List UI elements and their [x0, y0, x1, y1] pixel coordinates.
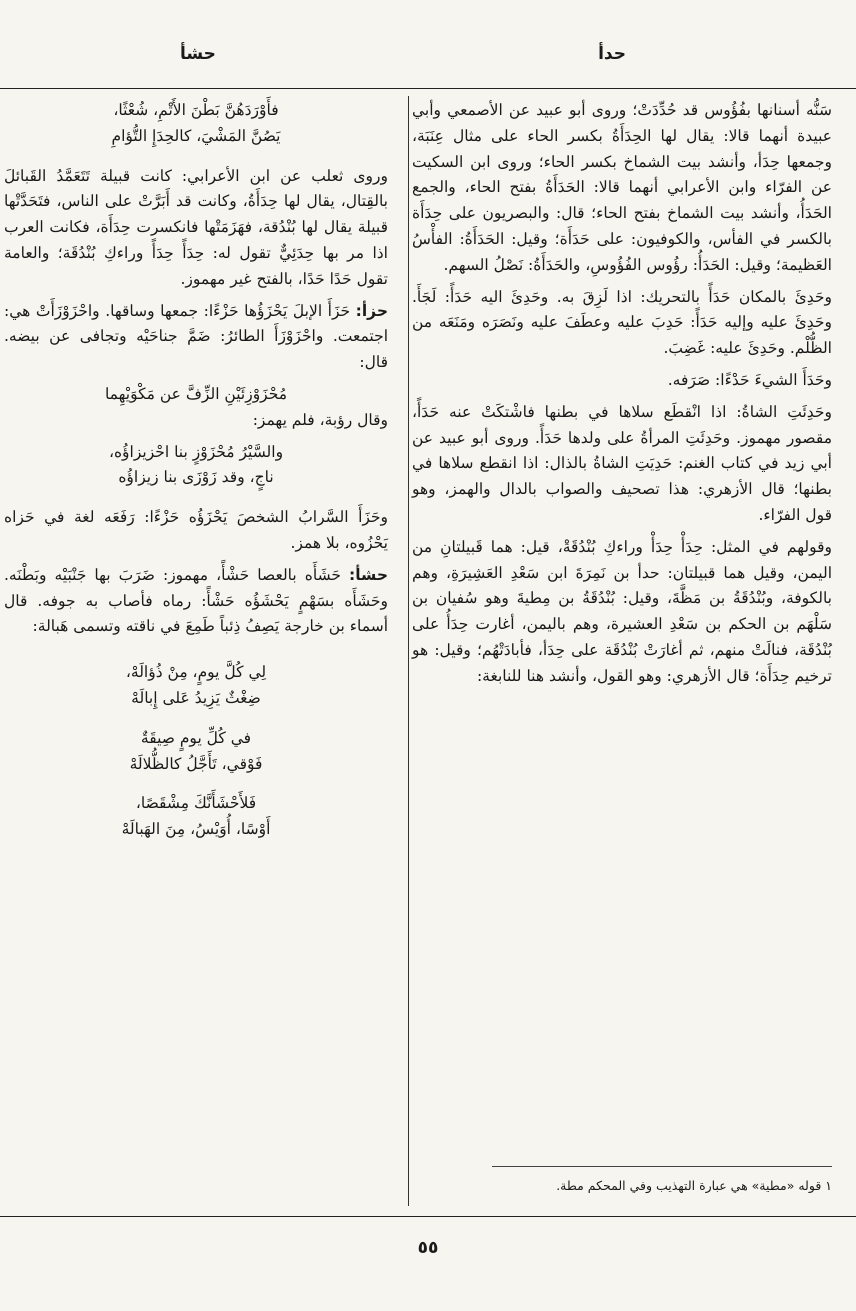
paragraph: وحَزَأَ السَّرابُ الشخصَ يَحْزَؤُه حَزْءًا: رَفَعَه لغة في حَزاه يَحْزُوه، بلا همز.	[4, 508, 388, 552]
paragraph: سَنُّه أسنانها بفُؤُوس قد حُدِّدَتْ؛ وروى أبو عبيد عن الأصمعي وأبي عبيدة أنهما قالا: يقال لها الحِدَأَةُ بكسر الحاء على مثال عِنَبَة، وجمعها حِدَأ، وأنشد بيت الشماخ بكسر الحاء؛ وروى ابن السكيت عن الفرّاء وابن الأعرابي أنهما قالا: الحَدَأَةُ بفتح الحاء، والجمع الحَدَأُ، وأنشد بيت الشماخ بفتح الحاء؛ قال: والبصريون على حِدَأَة بالكسر في الفأس، والكوفيون: على حَدَأَة؛ وقيل: الحَدَأَةُ: الفأْسُ العَظيمة؛ وقيل: الحَدَأُ: رؤُوس الفُؤُوسِ، والحَدَأَةُ: نَصْلُ السهم.	[412, 101, 832, 274]
verse-line: لِي كُلَّ يومٍ، مِنْ ذُؤالَهْ،	[125, 663, 267, 682]
paragraph: وحَدِئَ بالمكان حَدَأً بالتحريك: اذا لَزِقَ به. وحَدِئَ اليه حَدَأً: لَجَأَ. وحَدِئَ عليه وإليه حَدَأً: حَدِبَ عليه وعطَفَ عليه ونَصَرَه ومَنَعَه من الظُّلْم. وحَدِئَ عليه: غَضِبَ.	[412, 287, 832, 358]
header-rule	[0, 88, 856, 89]
left-running-head: حشأ	[180, 44, 216, 64]
verse-line: يَصُنَّ المَشْيَ، كالحِدَإِ التُّؤامِ	[111, 126, 281, 145]
entry-text: حَشَأَه بالعصا حَشْأً، مهموز: ضَرَبَ بها جَنْبَيْه وبَطْنَه. وحَشَأَه بسَهْمٍ يَحْشَؤُه حَشْأً: رماه فأصاب به جوفه. قال أسماء بن خارجة يَصِفُ ذِئباً طَمِعَ في ناقته وتسمى هَبالة:	[4, 565, 388, 636]
entry-headword: حشأ:	[349, 565, 388, 584]
entry-headword: حزأ:	[355, 301, 388, 320]
verse-line: مُحْزَوْزِئَيْنِ الزِّفَّ عن مَكْوَيْهِما	[104, 384, 288, 403]
entry-text: حَزَأَ الإبلَ يَحْزَؤُها حَزْءًا: جمعها وساقها. واحْزَوْزَأَتْ هي: اجتمعت. واحْزَوْزَأَ الطائرُ: ضَمَّ جناحَيْه وتجافى عن بيضه. قال:	[4, 301, 388, 372]
footnote-rule	[492, 1166, 832, 1167]
paragraph: وحَدِئَتِ الشاةُ: اذا انْقطَع سلاها في بطنها فاشْتكَتْ عنه حَدَأً، مقصور مهموز. وحَدِئَتِ المرأةُ على ولدها حَدَأً. وروى أبو عبيد عن أبي زيد في كتاب الغنم: حَدِيَتِ الشاةُ بالذال: اذا انقطع سلاها في بطنها؛ قال الأزهري: هذا تصحيف والصواب بالدال والهمز، وهو قول الفرّاء.	[412, 402, 832, 524]
footer-rule	[0, 1216, 856, 1217]
verse-line: أَوْسًا، أُوَيْسُ، مِنَ الهَبالَهْ	[121, 820, 271, 839]
paragraph: وروى ثعلب عن ابن الأعرابي: كانت قبيلة تَتَعَمَّدُ القَبائلَ بالقِتال، يقال لها حِدَأَةُ، وكانت قد أَبَرَّتْ على الناس، فتَحَدَّتْها قبيلة يقال لها بُنْدُقة، فهَزَمَتْها فانكسرت حِدَأَة، فكانت العرب اذا مر بها حِدَئِيٌّ تقول له: حِدَأً حِدَأً وراءكِ بُنْدُقَة؛ والعامة تقول حَدًا حَدًا، بالفتح غير مهموز.	[4, 166, 388, 288]
page-header	[0, 44, 856, 80]
verse-line: والسَّيْرُ مُحْزَوْزٍ بنا احْزيزاؤُه،	[108, 442, 284, 461]
paragraph: وقولهم في المثل: حِدَأْ حِدَأْ وراءكِ بُنْدُقَةْ، قيل: هما قَبيلتانِ من اليمن، وقيل هما قبيلتان: حدأ بن نَمِرَةَ ابن سَعْدِ العَشِيرَةِ، وهم بالكوفة، وبُنْدُقَةُ بن مَظَّةَ، وقيل: بُنْدُقَةُ بن مِطيةَ وهو سُفيان بن سَلْهَم بن الحكم بن سَعْدِ العشيرة، وهم باليمن، أغارت حِدَأُ على بُنْدُقَة، فنالَتْ منهم، ثم أغارَتْ بُنْدُقَة على حِدَأ، فأبادَتْهُم؛ وقيل: هو ترخيم حِدَأَة؛ قال الأزهري: وهو القول، وأنشد هنا للنابغة:	[412, 537, 832, 685]
verse-line: فأَوْرَدَهُنَّ بَطْنَ الأَتْمِ، شُعْثًا،	[113, 101, 279, 119]
column-divider	[408, 96, 409, 1206]
right-column	[412, 98, 832, 696]
verse-line: ضِغْثٌ يَزِيدُ عَلى إِبالَهْ	[131, 688, 261, 707]
left-column	[4, 98, 388, 843]
verse-line: في كُلِّ يومٍ صِيقَةٌ	[140, 728, 252, 747]
verse-line: ناجٍ، وقد زَوْزَى بنا زيزاؤُه	[118, 468, 274, 487]
paragraph: وحَدَأَ الشيءَ حَدْءًا: صَرَفه.	[667, 370, 832, 389]
verse-line: فَوْقي، تَأَجَّلُ كالظُّلالَهْ	[129, 754, 263, 773]
verse-line: فَلأَحْشَأَنَّكَ مِشْقَصًا،	[135, 794, 257, 813]
right-running-head: حدأ	[598, 44, 626, 64]
page-number: ٥٥	[417, 1238, 439, 1258]
paragraph: وقال رؤبة، فلم يهمز:	[252, 410, 388, 429]
footnote: ١ قوله «مطية» هي عبارة التهذيب وفي المحكم مطة.	[556, 1178, 832, 1193]
entry-hazaa	[4, 299, 388, 376]
entry-hashaa	[4, 563, 388, 640]
